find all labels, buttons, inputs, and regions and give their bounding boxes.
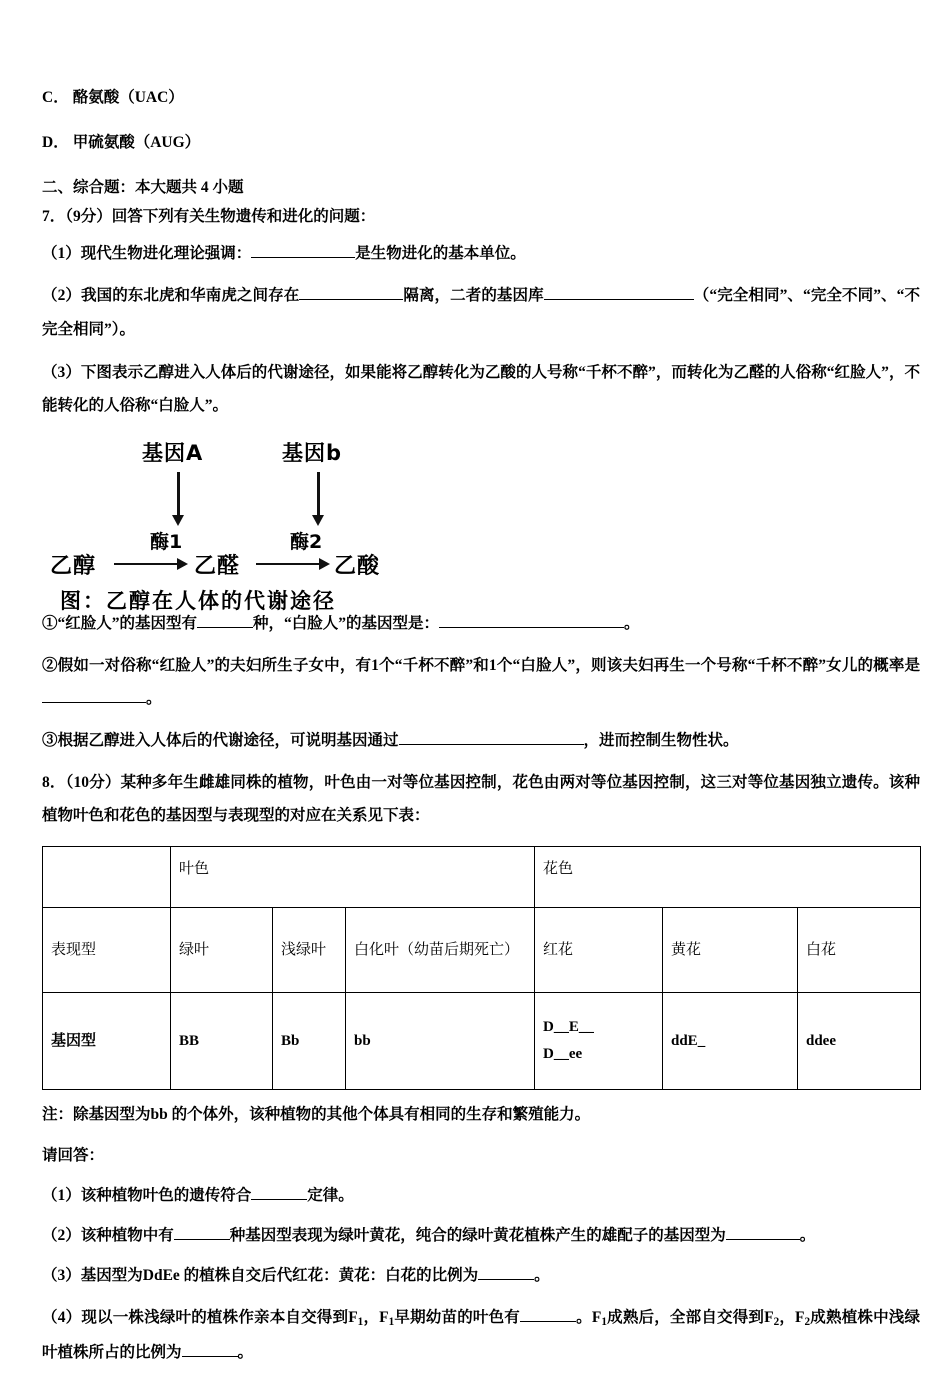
diagram-gene-b-label: 基因b [282, 440, 343, 465]
answer-blank[interactable] [299, 284, 403, 301]
question-7-sub-3: （3）下图表示乙醇进入人体后的代谢途径，如果能将乙醇转化为乙酸的人号称“千杯不醉”，而转化为乙醛的人俗称“红脸人”，不能转化的人俗称“白脸人”。 [42, 364, 920, 415]
q8-sub4-text-f: ，F [779, 1309, 805, 1327]
f2-subscript: 2 [804, 1316, 811, 1329]
q8-sub4-text-c: 早期幼苗的叶色有 [394, 1309, 520, 1327]
table-cell-light-green-leaf: 浅绿叶 [273, 908, 346, 993]
q8-sub1-text-b: 定律。 [307, 1186, 354, 1204]
answer-blank[interactable] [174, 1224, 230, 1241]
diagram-molecule-acetaldehyde: 乙醛 [194, 553, 241, 579]
question-7-sub-2 [42, 279, 920, 346]
table-note: 注：除基因型为bb 的个体外，该种植物的其他个体具有相同的生存和繁殖能力。 [42, 1106, 591, 1124]
answer-blank[interactable] [544, 284, 694, 301]
table-cell-genotype-bb-hetero: Bb [273, 993, 346, 1090]
answer-blank[interactable] [520, 1306, 576, 1323]
answer-prompt: 请回答： [42, 1146, 105, 1164]
right-arrow-icon [256, 563, 320, 566]
q7-sub1-text-a: （1）现代生物进化理论强调： [42, 245, 252, 263]
q8-sub4-text-g: 成熟植株中浅绿叶植株所占的比例为 [42, 1309, 920, 1361]
q7-sub2-text-a: （2）我国的东北虎和华南虎之间存在 [42, 287, 300, 305]
ethanol-metabolism-diagram [42, 437, 462, 613]
table-header-leaf-color: 叶色 [171, 847, 535, 908]
question-8-sub-2 [42, 1221, 920, 1251]
table-cell-genotype-red [535, 993, 663, 1090]
q7-item1-text-c: 。 [624, 614, 640, 632]
f1-subscript: 1 [357, 1316, 364, 1329]
q8-sub3-text-a: （3）基因型为DdEe 的植株自交后代红花：黄花：白花的比例为 [42, 1267, 479, 1285]
choice-option-c [42, 86, 920, 109]
table-cell-genotype-yellow: ddE_ [663, 993, 798, 1090]
question-7-item-3 [42, 726, 920, 756]
table-cell-red-flower: 红花 [535, 908, 663, 993]
answer-blank[interactable] [182, 1340, 238, 1357]
genotype-red-line-1: D__E__ [543, 1018, 594, 1035]
q8-sub4-text-e: 成熟后，全部自交得到F [606, 1309, 774, 1327]
q8-sub2-text-b: 种基因型表现为绿叶黄花，纯合的绿叶黄花植株产生的雄配子的基因型为 [229, 1227, 726, 1245]
f1-subscript: 1 [601, 1316, 607, 1329]
question-8-heading: 8．（10分）某种多年生雌雄同株的植物，叶色由一对等位基因控制，花色由两对等位基因控制，这三对等位基因独立遗传。该种植物叶色和花色的基因型与表现型的对应在关系见下表： [42, 773, 920, 825]
answer-blank[interactable] [399, 728, 584, 745]
table-cell-albino-leaf: 白化叶（幼苗后期死亡） [346, 908, 535, 993]
answer-blank[interactable] [439, 611, 624, 628]
q7-sub2-text-b: 隔离，二者的基因库 [403, 287, 544, 305]
table-cell-genotype-white: ddee [798, 993, 921, 1090]
answer-blank[interactable] [251, 242, 355, 259]
answer-blank[interactable] [478, 1264, 534, 1281]
table-cell-genotype-bb-recessive: bb [346, 993, 535, 1090]
choice-c-label: C． [42, 89, 69, 106]
table-cell-yellow-flower: 黄花 [663, 908, 798, 993]
q7-item1-text-a: ①“红脸人”的基因型有 [42, 614, 198, 632]
question-8-sub-4 [42, 1301, 920, 1368]
question-8-sub-3 [42, 1261, 920, 1291]
right-arrow-icon [114, 563, 178, 566]
q8-sub4-text-h: 。 [237, 1343, 254, 1361]
q7-item1-text-b: 种，“白脸人”的基因型是： [253, 614, 440, 632]
q7-item2-text-a: ②假如一对俗称“红脸人”的夫妇所生子女中，有1个“千杯不醉”和1个“白脸人”，则该夫妇再生一个号称“千杯不醉”女儿的概率是 [42, 656, 920, 674]
f1-subscript: 1 [388, 1316, 395, 1329]
q7-item3-text-a: ③根据乙醇进入人体后的代谢途径，可说明基因通过 [42, 731, 399, 749]
q7-sub2-text-c: （“完全相同”、“完全不同”、“不完全相同”）。 [42, 287, 920, 338]
q8-sub1-text-a: （1）该种植物叶色的遗传符合 [42, 1186, 252, 1204]
down-arrow-icon [177, 472, 180, 516]
question-7-heading: 7．（9分）回答下列有关生物遗传和进化的问题： [42, 207, 376, 225]
table-cell-genotype-bb-dominant: BB [171, 993, 273, 1090]
page-content [42, 86, 920, 1379]
question-8-sub-1 [42, 1181, 920, 1211]
answer-blank[interactable] [251, 1183, 307, 1200]
choice-d-text: 甲硫氨酸（AUG） [72, 134, 201, 152]
diagram-gene-a-label: 基因A [142, 440, 204, 465]
table-header-flower-color: 花色 [535, 847, 921, 908]
q7-sub1-text-b: 是生物进化的基本单位。 [355, 245, 526, 263]
q8-sub4-text-d: 。F [575, 1309, 602, 1327]
diagram-enzyme-2-label: 酶2 [290, 530, 323, 553]
table-row-phenotype [43, 908, 921, 993]
q8-sub2-text-a: （2）该种植物中有 [42, 1227, 174, 1245]
answer-blank[interactable] [726, 1224, 800, 1241]
table-row-genotype [43, 993, 921, 1090]
q7-item3-text-b: ，进而控制生物性状。 [583, 731, 739, 749]
table-cell-empty [43, 847, 171, 908]
question-7-item-2 [42, 649, 920, 716]
genotype-red-line-2: D__ee [543, 1046, 583, 1063]
down-arrow-icon [317, 472, 320, 516]
diagram-caption: 图：乙醇在人体的代谢途径 [60, 588, 336, 613]
choice-option-d [42, 131, 920, 154]
q8-sub2-text-c: 。 [799, 1227, 816, 1245]
diagram-molecule-acetic-acid: 乙酸 [334, 553, 381, 579]
choice-d-label: D． [42, 134, 69, 152]
f2-subscript: 2 [773, 1316, 780, 1329]
section-heading: 二、综合题：本大题共 4 小题 [42, 178, 244, 196]
table-row-label-genotype: 基因型 [43, 993, 171, 1090]
choice-c-text: 酪氨酸（UAC） [72, 89, 184, 106]
table-cell-white-flower: 白花 [798, 908, 921, 993]
diagram-molecule-ethanol: 乙醇 [50, 553, 97, 579]
q8-sub4-text-a: （4）现以一株浅绿叶的植株作亲本自交得到F [42, 1309, 358, 1327]
q7-item2-text-b: 。 [146, 690, 162, 708]
table-cell-green-leaf: 绿叶 [171, 908, 273, 993]
table-row-label-phenotype: 表现型 [43, 908, 171, 993]
table-row-group-header [43, 847, 921, 908]
q8-sub3-text-b: 。 [534, 1267, 550, 1285]
question-7-sub-1 [42, 239, 920, 269]
q8-sub4-text-b: ，F [363, 1309, 389, 1327]
diagram-enzyme-1-label: 酶1 [150, 530, 183, 553]
genotype-phenotype-table [42, 846, 921, 1090]
answer-blank[interactable] [42, 687, 146, 704]
